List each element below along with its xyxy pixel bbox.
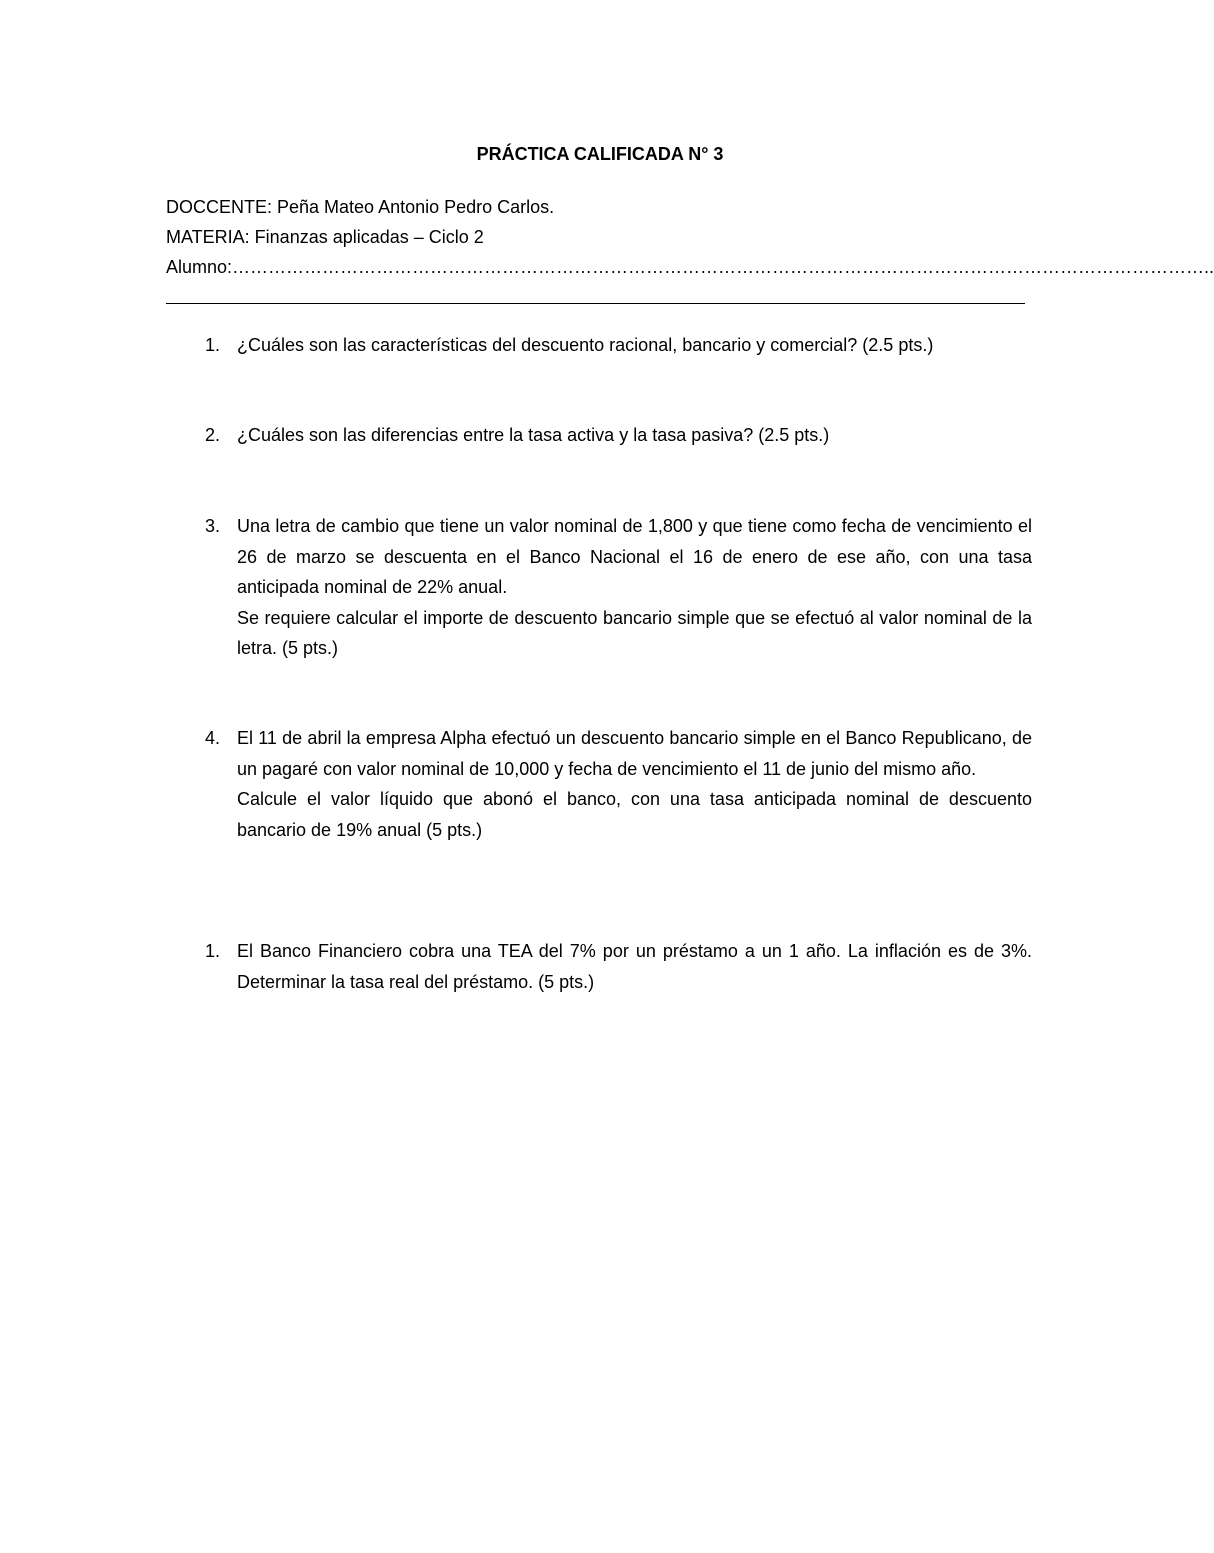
question-text: ¿Cuáles son las diferencias entre la tasa activa y la tasa pasiva? (2.5 pts.) — [237, 425, 830, 445]
question-number: 1. — [204, 335, 220, 355]
question-body — [237, 420, 1032, 451]
question-text: ¿Cuáles son las características del descuento racional, bancario y comercial? (2.5 pts.) — [237, 335, 934, 355]
alumno-label: Alumno: — [166, 257, 233, 277]
question-3 — [166, 511, 1032, 664]
question-text: Calcule el valor líquido que abonó el banco, con una tasa anticipada nominal de descuento bancario de 19% anual (5 pts.) — [237, 789, 1032, 840]
question-text: Una letra de cambio que tiene un valor nominal de 1,800 y que tiene como fecha de vencimiento el 26 de marzo se descuenta en el Banco Nacional el 16 de enero de ese año, con una tasa anticipada nominal de 22% anual. — [237, 516, 1032, 597]
alumno-line — [166, 256, 1214, 278]
question-number: 3. — [204, 516, 220, 536]
question-text: El 11 de abril la empresa Alpha efectuó un descuento bancario simple en el Banco Republicano, de un pagaré con valor nominal de 10,000 y fecha de vencimiento el 11 de junio del mismo año. — [237, 728, 1032, 779]
question-number: 2. — [204, 425, 220, 445]
page-title: PRÁCTICA CALIFICADA N° 3 — [476, 144, 724, 164]
header-divider — [166, 303, 1025, 304]
question-text: El Banco Financiero cobra una TEA del 7% por un préstamo a un 1 año. La inflación es de 3%. Determinar la tasa real del préstamo. (5 pts.) — [237, 941, 1032, 992]
question-2 — [166, 420, 1032, 451]
question-number: 1. — [204, 941, 220, 961]
question-body — [237, 936, 1032, 997]
question-body — [237, 723, 1032, 845]
question-4 — [166, 723, 1032, 845]
question-body — [237, 330, 1032, 361]
question-body — [237, 511, 1032, 664]
question-number: 4. — [204, 728, 220, 748]
docente-line: DOCCENTE: Peña Mateo Antonio Pedro Carlos. — [166, 197, 555, 217]
alumno-blank: ……………………………………………………………………………………………………………………………………………….. — [232, 257, 1214, 277]
question-1 — [166, 330, 1032, 361]
materia-line: MATERIA: Finanzas aplicadas – Ciclo 2 — [166, 227, 484, 247]
question-text: Se requiere calcular el importe de descuento bancario simple que se efectuó al valor nominal de la letra. (5 pts.) — [237, 607, 1032, 658]
question-5 — [166, 936, 1032, 997]
